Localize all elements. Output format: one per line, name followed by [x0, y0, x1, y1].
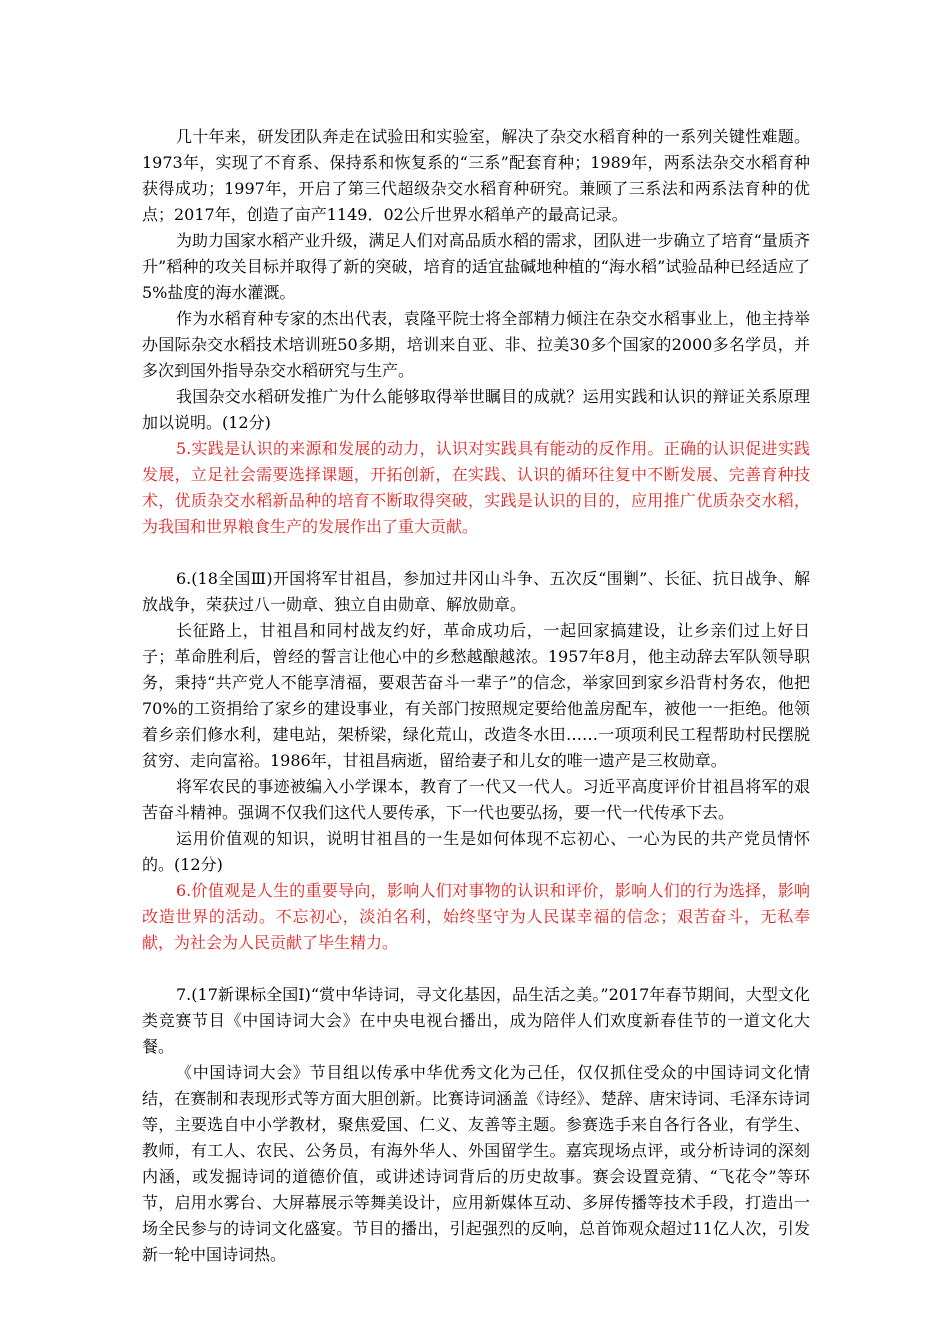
q5-context-paragraph-3: 作为水稻育种专家的杰出代表，袁隆平院士将全部精力倾注在杂交水稻事业上，他主持举办国际杂交水稻技术培训班50多期，培训来自亚、非、拉美30多个国家的2000多名学员，并多次到国外指导杂交水稻研究与生产。	[142, 309, 810, 380]
q7-paragraph-1: 7.(17新课标全国Ⅰ)“赏中华诗词，寻文化基因，品生活之美。”2017年春节期间，大型文化类竞赛节目《中国诗词大会》在中央电视台播出，成为陪伴人们欢度新春佳节的一道文化大餐。	[142, 985, 810, 1056]
q6-question: 运用价值观的知识，说明甘祖昌的一生是如何体现不忘初心、一心为民的共产党员情怀的。(12分)	[142, 829, 810, 874]
q5-question: 我国杂交水稻研发推广为什么能够取得举世瞩目的成就？运用实践和认识的辩证关系原理加以说明。(12分)	[142, 387, 810, 432]
q5-context-paragraph-2: 为助力国家水稻产业升级，满足人们对高品质水稻的需求，团队进一步确立了培育“量质齐升”稻种的攻关目标并取得了新的突破，培育的适宜盐碱地种植的“海水稻”试验品种已经适应了5%盐度的海水灌溉。	[142, 231, 810, 302]
q6-paragraph-1: 6.(18全国Ⅲ)开国将军甘祖昌，参加过井冈山斗争、五次反“围剿”、长征、抗日战争、解放战争，荣获过八一勋章、独立自由勋章、解放勋章。	[142, 569, 810, 614]
document-page	[142, 124, 810, 1268]
q6-paragraph-2: 长征路上，甘祖昌和同村战友约好，革命成功后，一起回家搞建设，让乡亲们过上好日子；革命胜利后，曾经的誓言让他心中的乡愁越酿越浓。1957年8月，他主动辞去军队领导职务，秉持“共产党人不能享清福，要艰苦奋斗一辈子”的信念，举家回到家乡沿背村务农，他把70%的工资捐给了家乡的建设事业，有关部门按照规定要给他盖房配车，被他一一拒绝。他领着乡亲们修水利，建电站，架桥梁，绿化荒山，改造冬水田……一项项利民工程帮助村民摆脱贫穷、走向富裕。1986年，甘祖昌病逝，留给妻子和儿女的唯一遗产是三枚勋章。	[142, 621, 810, 770]
q7-paragraph-2: 《中国诗词大会》节目组以传承中华优秀文化为己任，仅仅抓住受众的中国诗词文化情结，在赛制和表现形式等方面大胆创新。比赛诗词涵盖《诗经》、楚辞、唐宋诗词、毛泽东诗词等，主要选自中小学教材，聚焦爱国、仁义、友善等主题。参赛选手来自各行各业，有学生、教师，有工人、农民、公务员，有海外华人、外国留学生。嘉宾现场点评，或分析诗词的深刻内涵，或发掘诗词的道德价值，或讲述诗词背后的历史故事。赛会设置竞猜、“飞花令”等环节，启用水雾台、大屏幕展示等舞美设计，应用新媒体互动、多屏传播等技术手段，打造出一场全民参与的诗词文化盛宴。节目的播出，引起强烈的反响，总首饰观众超过11亿人次，引发新一轮中国诗词热。	[142, 1063, 810, 1264]
section-spacer	[142, 540, 810, 566]
q6-answer: 6.价值观是人生的重要导向，影响人们对事物的认识和评价，影响人们的行为选择，影响改造世界的活动。不忘初心，淡泊名利，始终坚守为人民谋幸福的信念；艰苦奋斗，无私奉献，为社会为人民贡献了毕生精力。	[142, 881, 810, 952]
q5-context-paragraph-1: 几十年来，研发团队奔走在试验田和实验室，解决了杂交水稻育种的一系列关键性难题。1973年，实现了不育系、保持系和恢复系的“三系”配套育种；1989年，两系法杂交水稻育种获得成功；1997年，开启了第三代超级杂交水稻育种研究。兼顾了三系法和两系法育种的优点；2017年，创造了亩产1149．02公斤世界水稻单产的最高记录。	[142, 127, 810, 224]
q6-paragraph-3: 将军农民的事迹被编入小学课本，教育了一代又一代人。习近平高度评价甘祖昌将军的艰苦奋斗精神。强调不仅我们这代人要传承，下一代也要弘扬，要一代一代传承下去。	[142, 777, 810, 822]
q5-answer: 5.实践是认识的来源和发展的动力，认识对实践具有能动的反作用。正确的认识促进实践发展，立足社会需要选择课题，开拓创新，在实践、认识的循环往复中不断发展、完善育种技术，优质杂交水稻新品种的培育不断取得突破，实践是认识的目的，应用推广优质杂交水稻，为我国和世界粮食生产的发展作出了重大贡献。	[142, 439, 810, 536]
section-spacer	[142, 956, 810, 982]
